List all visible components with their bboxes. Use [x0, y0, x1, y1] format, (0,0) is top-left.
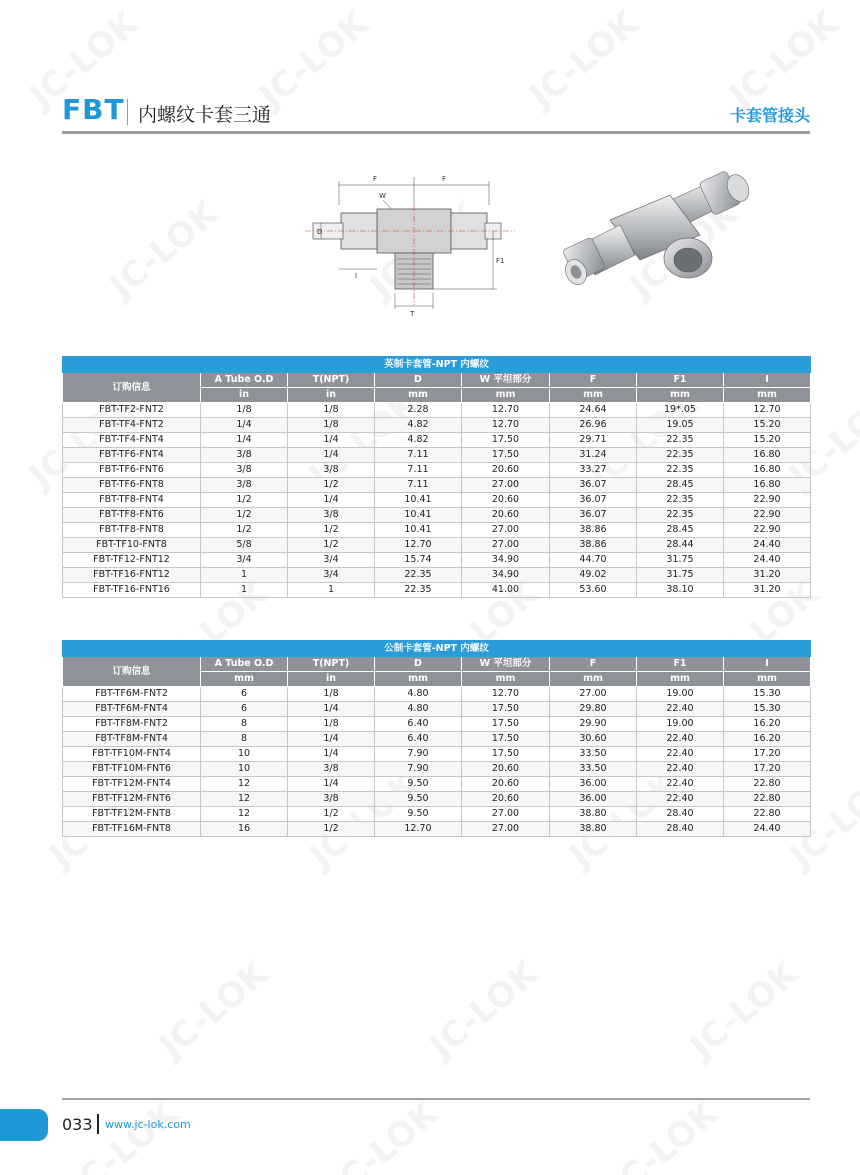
table-cell: 1/4 [288, 433, 375, 448]
table-cell: 7.11 [375, 463, 462, 478]
table-cell: 24.40 [724, 538, 811, 553]
table-cell: 15.20 [724, 433, 811, 448]
table-cell: 12.70 [462, 687, 550, 702]
table-cell: 6.40 [375, 732, 462, 747]
unit-header: mm [637, 672, 724, 687]
metric-spec-table [62, 640, 811, 837]
table-cell: 41.00 [462, 583, 550, 598]
table-cell: 38.80 [550, 822, 637, 837]
col-header: F [550, 373, 637, 388]
table-row [63, 732, 811, 747]
table-cell: 19*.05 [637, 403, 724, 418]
col-header: F1 [637, 373, 724, 388]
table-row [63, 478, 811, 493]
table-cell: 17.50 [462, 448, 550, 463]
table-cell: 36.07 [550, 508, 637, 523]
table-cell: 10.41 [375, 523, 462, 538]
part-number-cell: FBT-TF2-FNT2 [63, 403, 201, 418]
table-cell: 2.28 [375, 403, 462, 418]
unit-header: mm [550, 672, 637, 687]
table-cell: 1/4 [201, 418, 288, 433]
table-cell: 28.40 [637, 822, 724, 837]
table-cell: 15.74 [375, 553, 462, 568]
table-cell: 22.35 [637, 508, 724, 523]
table-cell: 28.45 [637, 478, 724, 493]
table-row [63, 493, 811, 508]
table-cell: 3/8 [201, 448, 288, 463]
table-cell: 28.45 [637, 523, 724, 538]
table-cell: 9.50 [375, 807, 462, 822]
table-cell: 1 [288, 583, 375, 598]
col-header: T(NPT) [288, 657, 375, 672]
table-cell: 3/8 [288, 762, 375, 777]
table-cell: 16.20 [724, 717, 811, 732]
table-cell: 33.50 [550, 747, 637, 762]
table-cell: 22.35 [637, 493, 724, 508]
table-row [63, 568, 811, 583]
col-header: D [375, 373, 462, 388]
watermark-text [602, 1093, 726, 1175]
part-number-cell: FBT-TF16-FNT16 [63, 583, 201, 598]
part-number-cell: FBT-TF12M-FNT8 [63, 807, 201, 822]
table-cell: 17.50 [462, 717, 550, 732]
table-cell: 3/4 [201, 553, 288, 568]
table-cell: 24.40 [724, 822, 811, 837]
table-cell: 1/2 [288, 807, 375, 822]
dim-i-label: I [355, 272, 358, 280]
table-cell: 1/2 [201, 523, 288, 538]
table-row [63, 433, 811, 448]
table-cell: 22.40 [637, 792, 724, 807]
table-cell: 17.50 [462, 702, 550, 717]
table-cell: 1/4 [288, 493, 375, 508]
col-header: I [724, 657, 811, 672]
table-row [63, 403, 811, 418]
table-cell: 3/4 [288, 568, 375, 583]
table-row [63, 523, 811, 538]
table-cell: 1 [201, 568, 288, 583]
table-cell: 15.20 [724, 418, 811, 433]
table-cell: 27.00 [462, 807, 550, 822]
table-cell: 22.90 [724, 508, 811, 523]
table-row [63, 448, 811, 463]
table-cell: 20.60 [462, 508, 550, 523]
table-cell: 22.40 [637, 747, 724, 762]
table-cell: 12 [201, 807, 288, 822]
part-number-cell: FBT-TF6-FNT6 [63, 463, 201, 478]
table-cell: 3/8 [288, 792, 375, 807]
table-cell: 36.07 [550, 478, 637, 493]
table-cell: 15.30 [724, 687, 811, 702]
table-cell: 1 [201, 583, 288, 598]
fitting-3d-render [540, 150, 770, 320]
part-number-cell: FBT-TF16M-FNT8 [63, 822, 201, 837]
table-cell: 22.35 [375, 583, 462, 598]
order-info-header: 订购信息 [63, 373, 201, 403]
part-number-cell: FBT-TF4-FNT2 [63, 418, 201, 433]
unit-header: mm [201, 672, 288, 687]
table-cell: 22.80 [724, 792, 811, 807]
table-cell: 22.35 [375, 568, 462, 583]
watermark-text [682, 953, 806, 1066]
table-cell: 19.00 [637, 687, 724, 702]
table-cell: 20.60 [462, 463, 550, 478]
table-cell: 22.80 [724, 777, 811, 792]
table-row [63, 463, 811, 478]
table-row [63, 687, 811, 702]
watermark-text [322, 1093, 446, 1175]
table-cell: 1/2 [288, 538, 375, 553]
table-cell: 34.90 [462, 568, 550, 583]
part-number-cell: FBT-TF6-FNT8 [63, 478, 201, 493]
col-header: A Tube O.D [201, 657, 288, 672]
table-cell: 7.11 [375, 478, 462, 493]
table-cell: 8 [201, 732, 288, 747]
col-header: A Tube O.D [201, 373, 288, 388]
table-cell: 22.35 [637, 433, 724, 448]
table-row [63, 717, 811, 732]
table-cell: 1/4 [288, 732, 375, 747]
table-cell: 1/4 [288, 747, 375, 762]
table-cell: 9.50 [375, 777, 462, 792]
table-cell: 6 [201, 687, 288, 702]
page-number: 033 [62, 1115, 93, 1134]
table-cell: 29.80 [550, 702, 637, 717]
table-cell: 6 [201, 702, 288, 717]
table-cell: 34.90 [462, 553, 550, 568]
table-cell: 28.40 [637, 807, 724, 822]
table-cell: 4.80 [375, 702, 462, 717]
header-divider [127, 99, 128, 125]
unit-header: mm [550, 388, 637, 403]
dim-d-label: D [317, 228, 323, 236]
table-cell: 26.96 [550, 418, 637, 433]
table-cell: 19.05 [637, 418, 724, 433]
table-row [63, 747, 811, 762]
part-number-cell: FBT-TF10M-FNT6 [63, 762, 201, 777]
table-cell: 20.60 [462, 777, 550, 792]
header-rule [62, 131, 810, 134]
part-number-cell: FBT-TF8M-FNT4 [63, 732, 201, 747]
table-cell: 12.70 [724, 403, 811, 418]
unit-header: mm [724, 672, 811, 687]
part-number-cell: FBT-TF6-FNT4 [63, 448, 201, 463]
part-number-cell: FBT-TF12M-FNT6 [63, 792, 201, 807]
table-cell: 31.20 [724, 568, 811, 583]
table-cell: 38.86 [550, 523, 637, 538]
part-number-cell: FBT-TF16-FNT12 [63, 568, 201, 583]
part-number-cell: FBT-TF8M-FNT2 [63, 717, 201, 732]
table-cell: 53.60 [550, 583, 637, 598]
table-cell: 3/8 [288, 463, 375, 478]
website-link[interactable]: www.jc-lok.com [105, 1118, 191, 1131]
table-cell: 16.80 [724, 448, 811, 463]
table-cell: 30.60 [550, 732, 637, 747]
table-cell: 20.60 [462, 493, 550, 508]
table-cell: 17.20 [724, 762, 811, 777]
col-header: T(NPT) [288, 373, 375, 388]
footer-divider [97, 1114, 99, 1134]
table-cell: 19.00 [637, 717, 724, 732]
table-cell: 28.44 [637, 538, 724, 553]
part-number-cell: FBT-TF10M-FNT4 [63, 747, 201, 762]
part-number-cell: FBT-TF6M-FNT4 [63, 702, 201, 717]
part-number-cell: FBT-TF8-FNT6 [63, 508, 201, 523]
table-cell: 33.27 [550, 463, 637, 478]
table-cell: 1/4 [288, 777, 375, 792]
table-cell: 5/8 [201, 538, 288, 553]
dim-t-label: T [410, 310, 415, 318]
table-row [63, 807, 811, 822]
table-cell: 1/4 [288, 448, 375, 463]
table-row [63, 418, 811, 433]
table-cell: 10 [201, 762, 288, 777]
table-cell: 17.50 [462, 433, 550, 448]
table-cell: 38.86 [550, 538, 637, 553]
table-cell: 9.50 [375, 792, 462, 807]
table-row [63, 583, 811, 598]
table-cell: 27.00 [462, 822, 550, 837]
table-row [63, 777, 811, 792]
table-cell: 17.50 [462, 732, 550, 747]
unit-header: mm [462, 672, 550, 687]
table-row [63, 762, 811, 777]
part-number-cell: FBT-TF4-FNT4 [63, 433, 201, 448]
col-header: D [375, 657, 462, 672]
table-cell: 12 [201, 792, 288, 807]
part-number-cell: FBT-TF12M-FNT4 [63, 777, 201, 792]
col-header: F [550, 657, 637, 672]
table-cell: 12.70 [375, 538, 462, 553]
table-cell: 12 [201, 777, 288, 792]
table-cell: 12.70 [375, 822, 462, 837]
table-cell: 1/2 [288, 523, 375, 538]
table-row [63, 822, 811, 837]
table-cell: 31.75 [637, 553, 724, 568]
col-header: I [724, 373, 811, 388]
table-cell: 29.90 [550, 717, 637, 732]
unit-header: mm [724, 388, 811, 403]
table-row [63, 702, 811, 717]
table-cell: 20.60 [462, 762, 550, 777]
table-cell: 1/8 [288, 687, 375, 702]
table-cell: 4.82 [375, 418, 462, 433]
col-header: F1 [637, 657, 724, 672]
part-number-cell: FBT-TF12-FNT12 [63, 553, 201, 568]
table-cell: 24.64 [550, 403, 637, 418]
table-cell: 4.82 [375, 433, 462, 448]
table-cell: 12.70 [462, 418, 550, 433]
table-row [63, 792, 811, 807]
unit-header: in [201, 388, 288, 403]
table-cell: 12.70 [462, 403, 550, 418]
table-cell: 17.50 [462, 747, 550, 762]
table-cell: 22.35 [637, 448, 724, 463]
table-cell: 27.00 [462, 523, 550, 538]
table-cell: 1/4 [201, 433, 288, 448]
table-cell: 27.00 [462, 538, 550, 553]
table-cell: 36.00 [550, 792, 637, 807]
table-cell: 10.41 [375, 493, 462, 508]
table-cell: 16.80 [724, 478, 811, 493]
metric-table-title: 公制卡套管-NPT 内螺纹 [63, 641, 811, 657]
unit-header: mm [637, 388, 724, 403]
table-cell: 22.40 [637, 702, 724, 717]
part-number-cell: FBT-TF6M-FNT2 [63, 687, 201, 702]
table-cell: 22.35 [637, 463, 724, 478]
col-header: W 平坦部分 [462, 657, 550, 672]
unit-header: in [288, 672, 375, 687]
table-cell: 24.40 [724, 553, 811, 568]
table-cell: 36.07 [550, 493, 637, 508]
table-cell: 22.40 [637, 762, 724, 777]
table-cell: 36.00 [550, 777, 637, 792]
unit-header: mm [375, 388, 462, 403]
table-cell: 1/2 [288, 478, 375, 493]
table-cell: 27.00 [550, 687, 637, 702]
table-cell: 1/2 [201, 508, 288, 523]
table-cell: 7.11 [375, 448, 462, 463]
watermark-text [152, 953, 276, 1066]
table-cell: 22.40 [637, 732, 724, 747]
table-cell: 3/8 [201, 463, 288, 478]
brand-logo: FBT [62, 93, 125, 126]
unit-header: in [288, 388, 375, 403]
part-number-cell: FBT-TF8-FNT8 [63, 523, 201, 538]
table-cell: 3/8 [288, 508, 375, 523]
watermark-text [422, 953, 546, 1066]
table-cell: 44.70 [550, 553, 637, 568]
watermark-text [62, 1093, 186, 1175]
table-cell: 3/4 [288, 553, 375, 568]
table-cell: 31.20 [724, 583, 811, 598]
page-title: 内螺纹卡套三通 [138, 104, 272, 126]
table-cell: 1/2 [288, 822, 375, 837]
footer-accent-tab [0, 1109, 48, 1141]
part-number-cell: FBT-TF8-FNT4 [63, 493, 201, 508]
table-cell: 3/8 [201, 478, 288, 493]
table-cell: 22.90 [724, 493, 811, 508]
table-cell: 31.75 [637, 568, 724, 583]
table-cell: 16 [201, 822, 288, 837]
part-number-cell: FBT-TF10-FNT8 [63, 538, 201, 553]
table-cell: 38.10 [637, 583, 724, 598]
table-cell: 22.90 [724, 523, 811, 538]
table-cell: 7.90 [375, 747, 462, 762]
technical-drawing [295, 165, 525, 325]
table-cell: 7.90 [375, 762, 462, 777]
table-cell: 1/8 [288, 403, 375, 418]
unit-header: mm [375, 672, 462, 687]
imperial-table-title: 英制卡套管-NPT 内螺纹 [63, 357, 811, 373]
table-cell: 10.41 [375, 508, 462, 523]
dim-f1-label: F1 [496, 257, 505, 265]
dim-f-left-label: F [373, 175, 378, 183]
table-cell: 1/8 [201, 403, 288, 418]
watermark-text [102, 193, 226, 306]
table-cell: 38.80 [550, 807, 637, 822]
table-cell: 6.40 [375, 717, 462, 732]
table-cell: 16.80 [724, 463, 811, 478]
table-row [63, 553, 811, 568]
table-cell: 49.02 [550, 568, 637, 583]
table-cell: 31.24 [550, 448, 637, 463]
table-cell: 4.80 [375, 687, 462, 702]
table-cell: 1/8 [288, 418, 375, 433]
table-cell: 10 [201, 747, 288, 762]
category-label: 卡套管接头 [729, 106, 810, 125]
unit-header: mm [462, 388, 550, 403]
dim-f-right-label: F [442, 175, 447, 183]
watermark-text [522, 3, 646, 116]
footer-rule [62, 1098, 810, 1100]
table-cell: 22.40 [637, 777, 724, 792]
table-cell: 1/8 [288, 717, 375, 732]
table-cell: 27.00 [462, 478, 550, 493]
order-info-header: 订购信息 [63, 657, 201, 687]
dim-w-label: W [379, 192, 386, 200]
watermark-text [722, 3, 846, 116]
table-cell: 17.20 [724, 747, 811, 762]
table-cell: 1/4 [288, 702, 375, 717]
imperial-spec-table [62, 356, 811, 598]
table-cell: 8 [201, 717, 288, 732]
table-cell: 33.50 [550, 762, 637, 777]
table-cell: 20.60 [462, 792, 550, 807]
col-header: W 平坦部分 [462, 373, 550, 388]
table-cell: 16.20 [724, 732, 811, 747]
table-cell: 22.80 [724, 807, 811, 822]
table-cell: 1/2 [201, 493, 288, 508]
table-cell: 15.30 [724, 702, 811, 717]
table-row [63, 508, 811, 523]
table-row [63, 538, 811, 553]
table-cell: 29.71 [550, 433, 637, 448]
